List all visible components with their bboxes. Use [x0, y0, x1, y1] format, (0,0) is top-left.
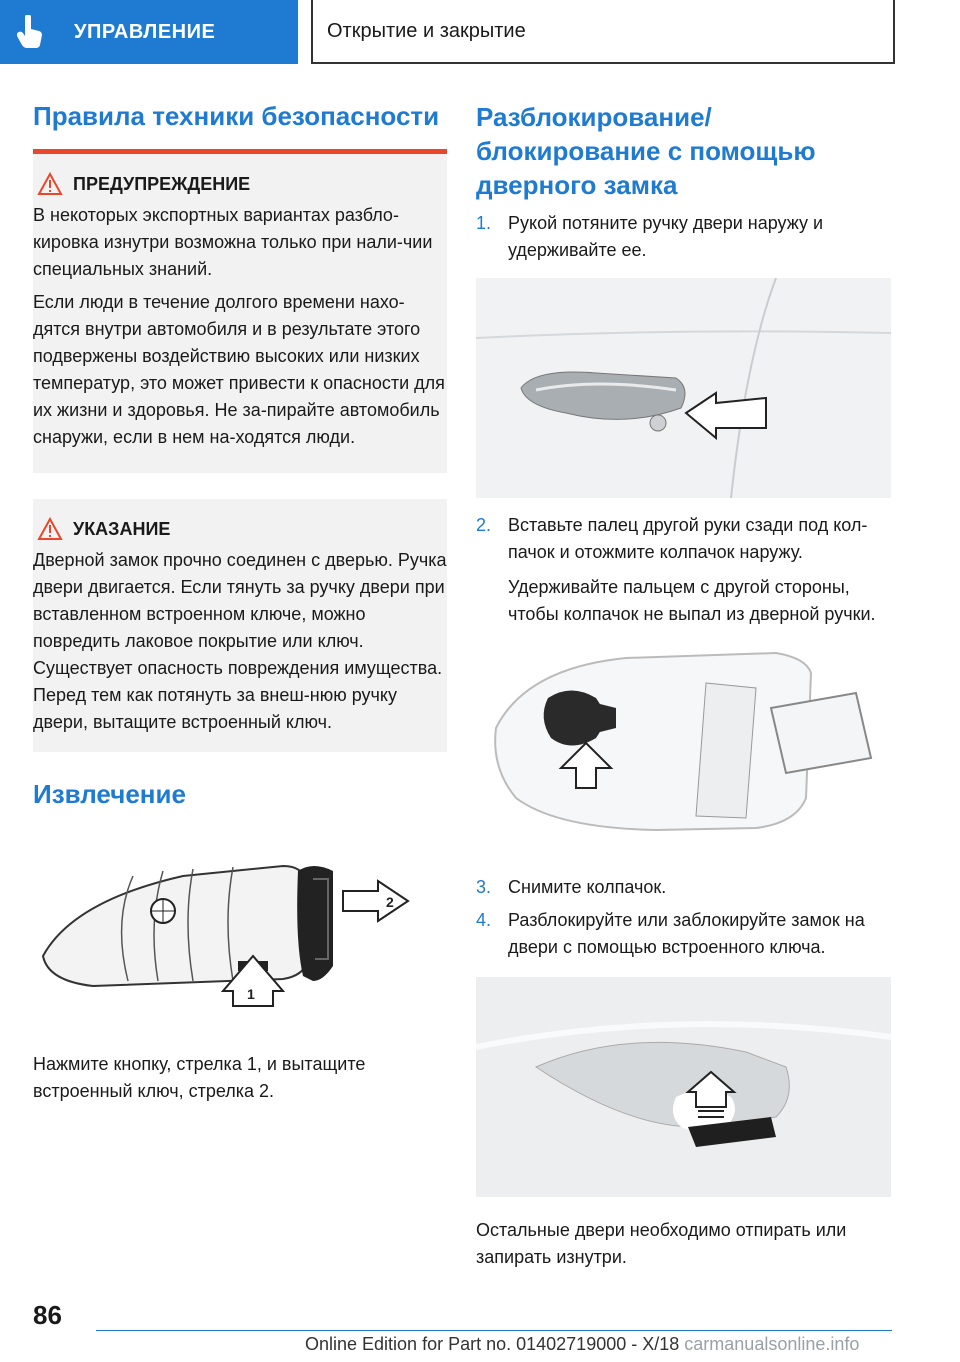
step-text: Разблокируйте или заблокируйте замок на двери с помощью встроенного ключа. [508, 910, 865, 957]
section-tab[interactable] [0, 0, 298, 64]
note-triangle-icon [37, 517, 63, 541]
watermark-text: carmanualsonline.info [684, 1334, 860, 1354]
key-label-1: 1 [247, 986, 255, 1002]
chapter-title: Открытие и закрытие [311, 0, 895, 64]
note-heading [33, 517, 447, 541]
warning-rule [33, 149, 447, 154]
page-number: 86 [33, 1300, 62, 1330]
step-list-3 [476, 874, 891, 961]
safety-title: Правила техники безопасности [33, 101, 440, 131]
warning-paragraph-1: В некоторых экспортных вариантах разбло‐кировка изнутри возможна только при нали‐чии специальных знаний. [33, 205, 433, 279]
footer-edition [305, 1334, 859, 1355]
key-insertion-figure [476, 977, 891, 1197]
key-insertion-illustration [476, 977, 891, 1197]
step-text: Рукой потяните ручку двери наружу и удерживайте ее. [508, 213, 824, 260]
key-extraction-figure [33, 841, 447, 1031]
note-heading-text: УКАЗАНИЕ [73, 518, 171, 539]
door-handle-illustration [476, 278, 891, 498]
extraction-caption: Нажмите кнопку, стрелка 1, и вытащите встроенный ключ, стрелка 2. [33, 1054, 366, 1101]
warning-box [33, 149, 447, 473]
left-column [33, 100, 447, 1105]
note-box [33, 499, 447, 752]
section-label: УПРАВЛЕНИЕ [74, 20, 216, 43]
door-lock-title: Разблокирование/ блокирование с помощью дверного замка [476, 102, 816, 200]
step-number: 1. [476, 213, 492, 233]
key-illustration [33, 841, 447, 1031]
step-number: 4. [476, 910, 492, 930]
cap-removal-figure [476, 648, 891, 848]
step-1 [476, 210, 891, 264]
warning-paragraph-2: Если люди в течение долгого времени нахо‐дятся внутри автомобиля и в результате этого подвержены воздействию высоких или низких температур, это может привести к опасности для их жизни и здоровья. Не за‐пирайте автомобиль снаружи, если в нем на‐ходятся люди. [33, 292, 445, 447]
step-list [476, 210, 891, 264]
warning-heading-text: ПРЕДУПРЕЖДЕНИЕ [73, 173, 251, 194]
warning-triangle-icon [37, 172, 63, 196]
step-2 [476, 512, 891, 628]
hand-pointer-icon [0, 0, 60, 64]
footer-rule [96, 1330, 892, 1331]
step-list-2 [476, 512, 891, 628]
step-number: 3. [476, 877, 492, 897]
warning-heading [33, 172, 447, 196]
edition-text: Online Edition for Part no. 01402719000 - X/18 [305, 1334, 680, 1354]
step-text: Снимите колпачок. [508, 877, 667, 897]
cap-removal-illustration [476, 648, 891, 848]
step-4 [476, 907, 891, 961]
key-label-2: 2 [386, 894, 394, 910]
step-3 [476, 874, 891, 901]
final-note: Остальные двери необходимо отпирать или запирать изнутри. [476, 1220, 847, 1267]
step-2-main: Вставьте палец другой руки сзади под кол‐пачок и отожмите колпачок наружу. [508, 515, 868, 562]
step-number: 2. [476, 515, 492, 535]
right-column [476, 100, 891, 1271]
door-handle-figure-1 [476, 278, 891, 498]
step-text [508, 512, 891, 628]
step-2-extra: Удерживайте пальцем с другой стороны, чтобы колпачок не выпал из дверной ручки. [508, 577, 876, 624]
note-paragraph: Дверной замок прочно соединен с дверью. Ручка двери двигается. Если тянуть за ручку двери при вставленном встроенном ключе, можно повредить лаковое покрытие или ключ. Существует опасность повреждения имущества. Перед тем как потянуть за внеш‐нюю ручку двери, вытащите встроенный ключ. [33, 550, 447, 732]
extraction-title: Извлечение [33, 779, 186, 809]
